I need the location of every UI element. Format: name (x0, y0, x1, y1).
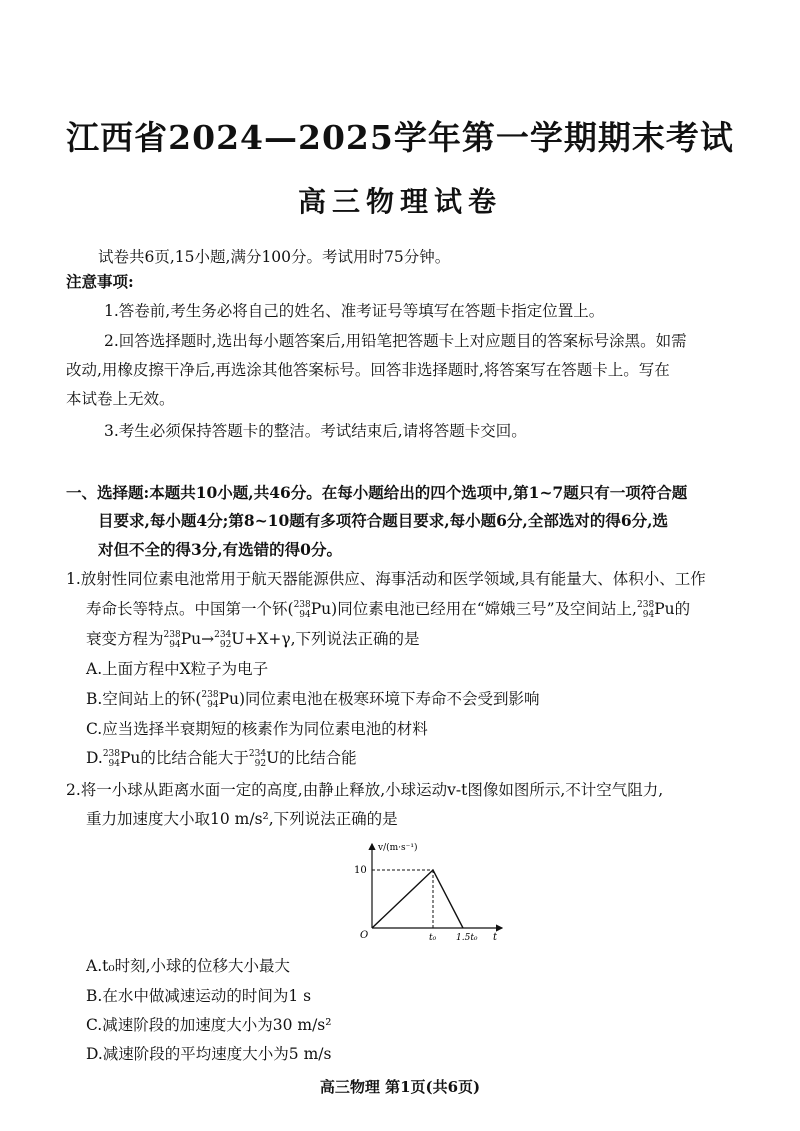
q2-option-b: B.在水中做减速运动的时间为1 s (86, 987, 312, 1005)
q1-option-b: B.空间站上的钚( 238 94 Pu)同位素电池在极寒环境下寿命不会受到影响 (86, 690, 540, 710)
page-footer: 高三物理 第1页(共6页) (319, 1078, 481, 1096)
q1-option-a: A.上面方程中X粒子为电子 (86, 660, 269, 678)
exam-title: 江西省2024—2025学年第一学期期末考试 (66, 118, 734, 157)
exam-intro: 试卷共6页,15小题,满分100分。考试用时75分钟。 (98, 248, 451, 266)
vt-graph (350, 838, 510, 943)
section-1-line-1: 一、选择题:本题共10小题,共46分。在每小题给出的四个选项中,第1~7题只有一项符合题 (66, 483, 688, 502)
x-tick-t0: t₀ (429, 933, 437, 943)
q1-option-c: C.应当选择半衰期短的核素作为同位素电池的材料 (86, 720, 428, 738)
y-tick-10: 10 (354, 865, 367, 876)
notice-heading: 注意事项: (66, 272, 134, 291)
notice-1: 1.答卷前,考生务必将自己的姓名、准考证号等填写在答题卡指定位置上。 (104, 302, 605, 320)
notice-2-cont: 改动,用橡皮擦干净后,再选涂其他答案标号。回答非选择题时,将答案写在答题卡上。写在 (66, 361, 670, 379)
q1-option-d: D. 238 94 Pu的比结合能大于 234 92 U的比结合能 (86, 749, 357, 769)
x-axis-label: t (493, 932, 498, 943)
notice-3: 3.考生必须保持答题卡的整洁。考试结束后,请将答题卡交回。 (104, 422, 527, 440)
notice-2: 2.回答选择题时,选出每小题答案后,用铅笔把答题卡上对应题目的答案标号涂黑。如需 (104, 332, 687, 350)
q2-option-d: D.减速阶段的平均速度大小为5 m/s (86, 1045, 332, 1063)
exam-subtitle: 高三物理试卷 (297, 185, 502, 218)
section-1-line-2: 目要求,每小题4分;第8~10题有多项符合题目要求,每小题6分,全部选对的得6分,选 (98, 511, 669, 530)
q2-option-a: A.t₀时刻,小球的位移大小最大 (86, 957, 290, 975)
vt-line (372, 870, 463, 928)
x-tick-1-5t0: 1.5t₀ (456, 933, 478, 943)
q2-option-c: C.减速阶段的加速度大小为30 m/s² (86, 1016, 332, 1034)
notice-2-end: 本试卷上无效。 (66, 390, 175, 408)
y-axis-label: v/(m·s⁻¹) (378, 843, 418, 853)
q2-stem-2: 重力加速度大小取10 m/s²,下列说法正确的是 (86, 810, 398, 828)
section-1-line-3: 对但不全的得3分,有选错的得0分。 (98, 540, 342, 559)
origin-label: O (360, 930, 369, 941)
q2-stem-1: 2.将一小球从距离水面一定的高度,由静止释放,小球运动v-t图像如图所示,不计空气阻力, (66, 781, 664, 799)
q1-stem-1: 1.放射性同位素电池常用于航天器能源供应、海事活动和医学领域,具有能量大、体积小、工作 (66, 570, 706, 588)
q1-stem-3: 衰变方程为 238 94 Pu→ 234 92 U+X+γ,下列说法正确的是 (86, 630, 420, 650)
q1-stem-2: 寿命长等特点。中国第一个钚( 238 94 Pu)同位素电池已经用在“嫦娥三号”及空间站上, 238 94 Pu的 (86, 600, 691, 620)
